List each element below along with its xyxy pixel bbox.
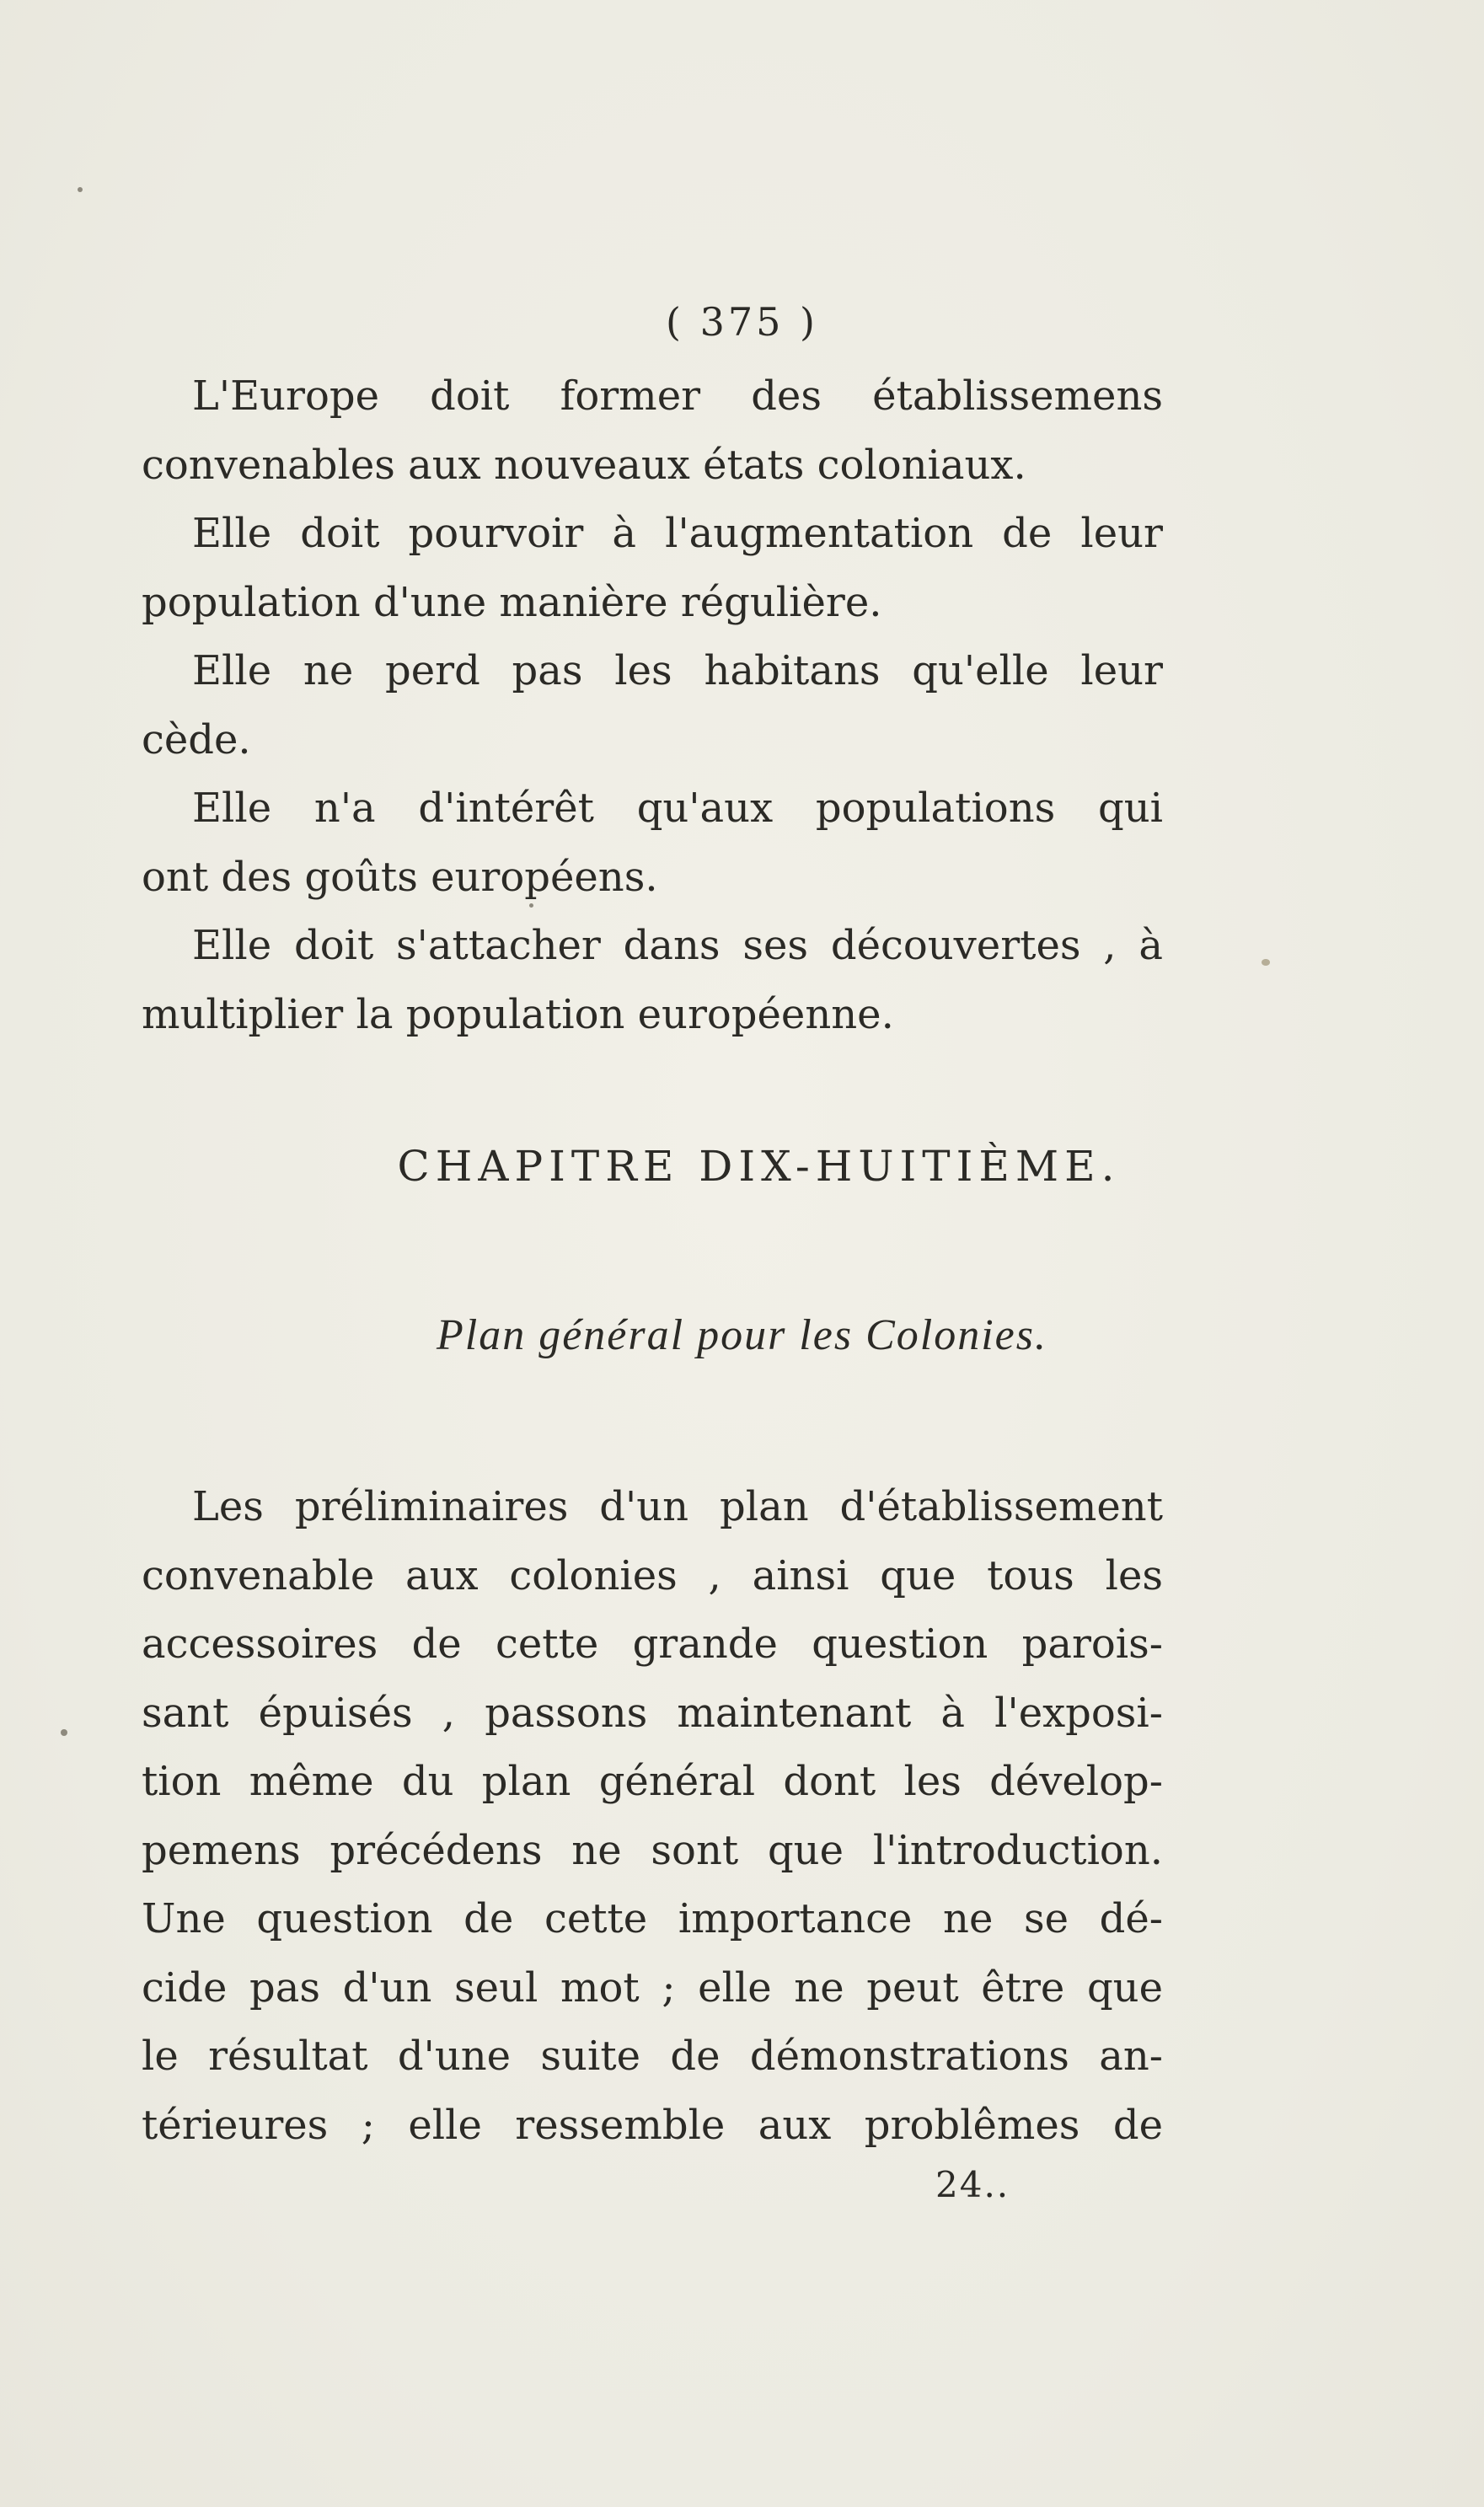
paragraph [142, 774, 1163, 912]
text-line: cède. [142, 715, 251, 763]
chapter-body-paragraph [142, 1473, 1163, 2160]
signature-mark: 24.. [935, 2164, 1010, 2205]
text-line: multiplier la population européenne. [142, 990, 894, 1038]
text-line: tion même du plan général dont les dévelop- [142, 1758, 1163, 1805]
text-line: accessoires de cette grande question parois- [142, 1620, 1163, 1668]
text-line: convenable aux colonies , ainsi que tous les [142, 1551, 1163, 1599]
text-line: L'Europe doit former des établissemens [192, 372, 1163, 420]
text-line: sant épuisés , passons maintenant à l'exposi- [142, 1689, 1163, 1737]
text-line: population d'une manière régulière. [142, 578, 882, 626]
page-number: ( 375 ) [666, 299, 818, 345]
chapter-heading: CHAPITRE DIX-HUITIÈME. [397, 1142, 1121, 1191]
chapter-subtitle: Plan général pour les Colonies. [437, 1311, 1047, 1359]
opening-paragraphs [142, 362, 1163, 1049]
paragraph [142, 637, 1163, 774]
paragraph [142, 912, 1163, 1049]
paper-speck [61, 1729, 67, 1736]
text-line: ont des goûts européens. [142, 853, 658, 901]
paragraph [142, 362, 1163, 500]
text-line: Elle doit s'attacher dans ses découvertes , à [192, 922, 1163, 969]
text-line: térieures ; elle ressemble aux problêmes de [142, 2101, 1163, 2149]
text-line: Elle n'a d'intérêt qu'aux populations qui [192, 785, 1163, 832]
text-line: pemens précédens ne sont que l'introduction. [142, 1826, 1163, 1874]
text-line: Elle ne perd pas les habitans qu'elle leur [192, 647, 1163, 694]
text-line: Elle doit pourvoir à l'augmentation de leur [192, 510, 1163, 557]
paper-speck [78, 187, 83, 192]
paper-speck [1262, 959, 1270, 966]
text-line: cide pas d'un seul mot ; elle ne peut être que [142, 1963, 1163, 2011]
text-line: Les préliminaires d'un plan d'établissement [192, 1483, 1163, 1530]
text-line: Une question de cette importance ne se dé- [142, 1895, 1163, 1942]
text-line: le résultat d'une suite de démonstrations an- [142, 2033, 1163, 2080]
text-line: convenables aux nouveaux états coloniaux. [142, 441, 1026, 489]
paragraph [142, 500, 1163, 637]
